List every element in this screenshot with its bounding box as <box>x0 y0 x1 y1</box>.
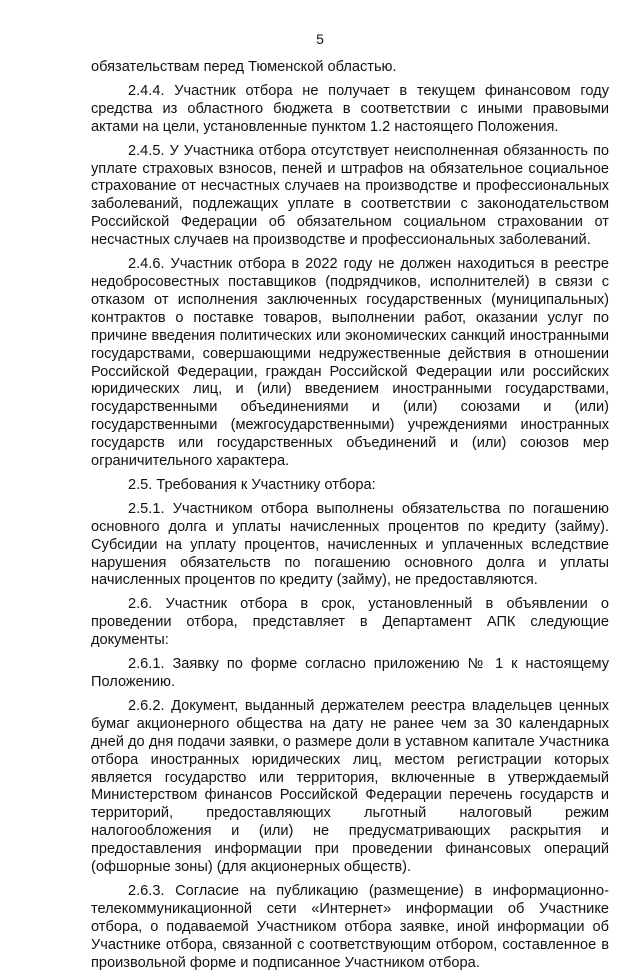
paragraph-2-6-3: 2.6.3. Согласие на публикацию (размещение) в информационно-телекоммуникационной сети «Интернет» информации об Участнике отбора, о подаваемой Участником отбора заявке, иной информации об Участнике отбора, связанной с соответствующим отбором, составленное в произвольной форме и подписанное Участником отбора. <box>91 882 609 971</box>
paragraph-2-4-5: 2.4.5. У Участника отбора отсутствует неисполненная обязанность по уплате страховых взносов, пеней и штрафов на обязательное социальное страхование от несчастных случаев на производстве и профессиональных заболеваний, подлежащих уплате в соответствии с законодательством Российской Федерации об обязательном социальном страховании от несчастных случаев на производстве и профессиональных заболеваний. <box>91 142 609 249</box>
paragraph-continuation: обязательствам перед Тюменской областью. <box>91 59 397 75</box>
paragraph-2-4-4: 2.4.4. Участник отбора не получает в текущем финансовом году средства из областного бюджета в соответствии с иными правовыми актами на цели, установленные пунктом 1.2 настоящего Положения. <box>91 82 609 135</box>
page-number: 5 <box>316 31 324 47</box>
paragraph-2-6-1: 2.6.1. Заявку по форме согласно приложению № 1 к настоящему Положению. <box>91 656 609 690</box>
paragraph-2-6-2: 2.6.2. Документ, выданный держателем реестра владельцев ценных бумаг акционерного общества на дату не ранее чем за 30 календарных дней до дня подачи заявки, о размере доли в уставном капитале Участника отбора иностранных юридических лиц, местом регистрации которых является государство или территория, включенные в утверждаемый Министерством финансов Российской Федерации перечень государств и территорий, предоставляющих льготный налоговый режим налогообложения и (или) не предусматривающих раскрытия и предоставления информации при проведении финансовых операций (офшорные зоны) (для акционерных обществ). <box>91 697 609 876</box>
document-body <box>91 59 609 979</box>
paragraph-2-5: 2.5. Требования к Участнику отбора: <box>128 476 376 493</box>
paragraph-2-5-1: 2.5.1. Участником отбора выполнены обязательства по погашению основного долга и уплаты начисленных процентов по кредиту (займу). Субсидии на уплату процентов, начисленных и уплаченных вследствие нарушения обязательств по погашению основного долга и уплаты начисленных процентов по кредиту (займу), не предоставляются. <box>91 500 609 589</box>
paragraph-2-6: 2.6. Участник отбора в срок, установленный в объявлении о проведении отбора, представляет в Департамент АПК следующие документы: <box>91 596 609 649</box>
paragraph-2-4-6: 2.4.6. Участник отбора в 2022 году не должен находиться в реестре недобросовестных поставщиков (подрядчиков, исполнителей) в связи с отказом от исполнения заключенных государственных (муниципальных) контрактов о поставке товаров, выполнении работ, оказании услуг по причине введения политических или экономических санкций иностранными государствами, совершающими недружественные действия в отношении Российской Федерации, граждан Российской Федерации или российских юридических лиц, и (или) введением иностранными государствами, государственными объединениями и (или) союзами и (или) государственными (межгосударственными) учреждениями иностранных государств или государственных объединений и (или) союзов мер ограничительного характера. <box>91 256 609 470</box>
